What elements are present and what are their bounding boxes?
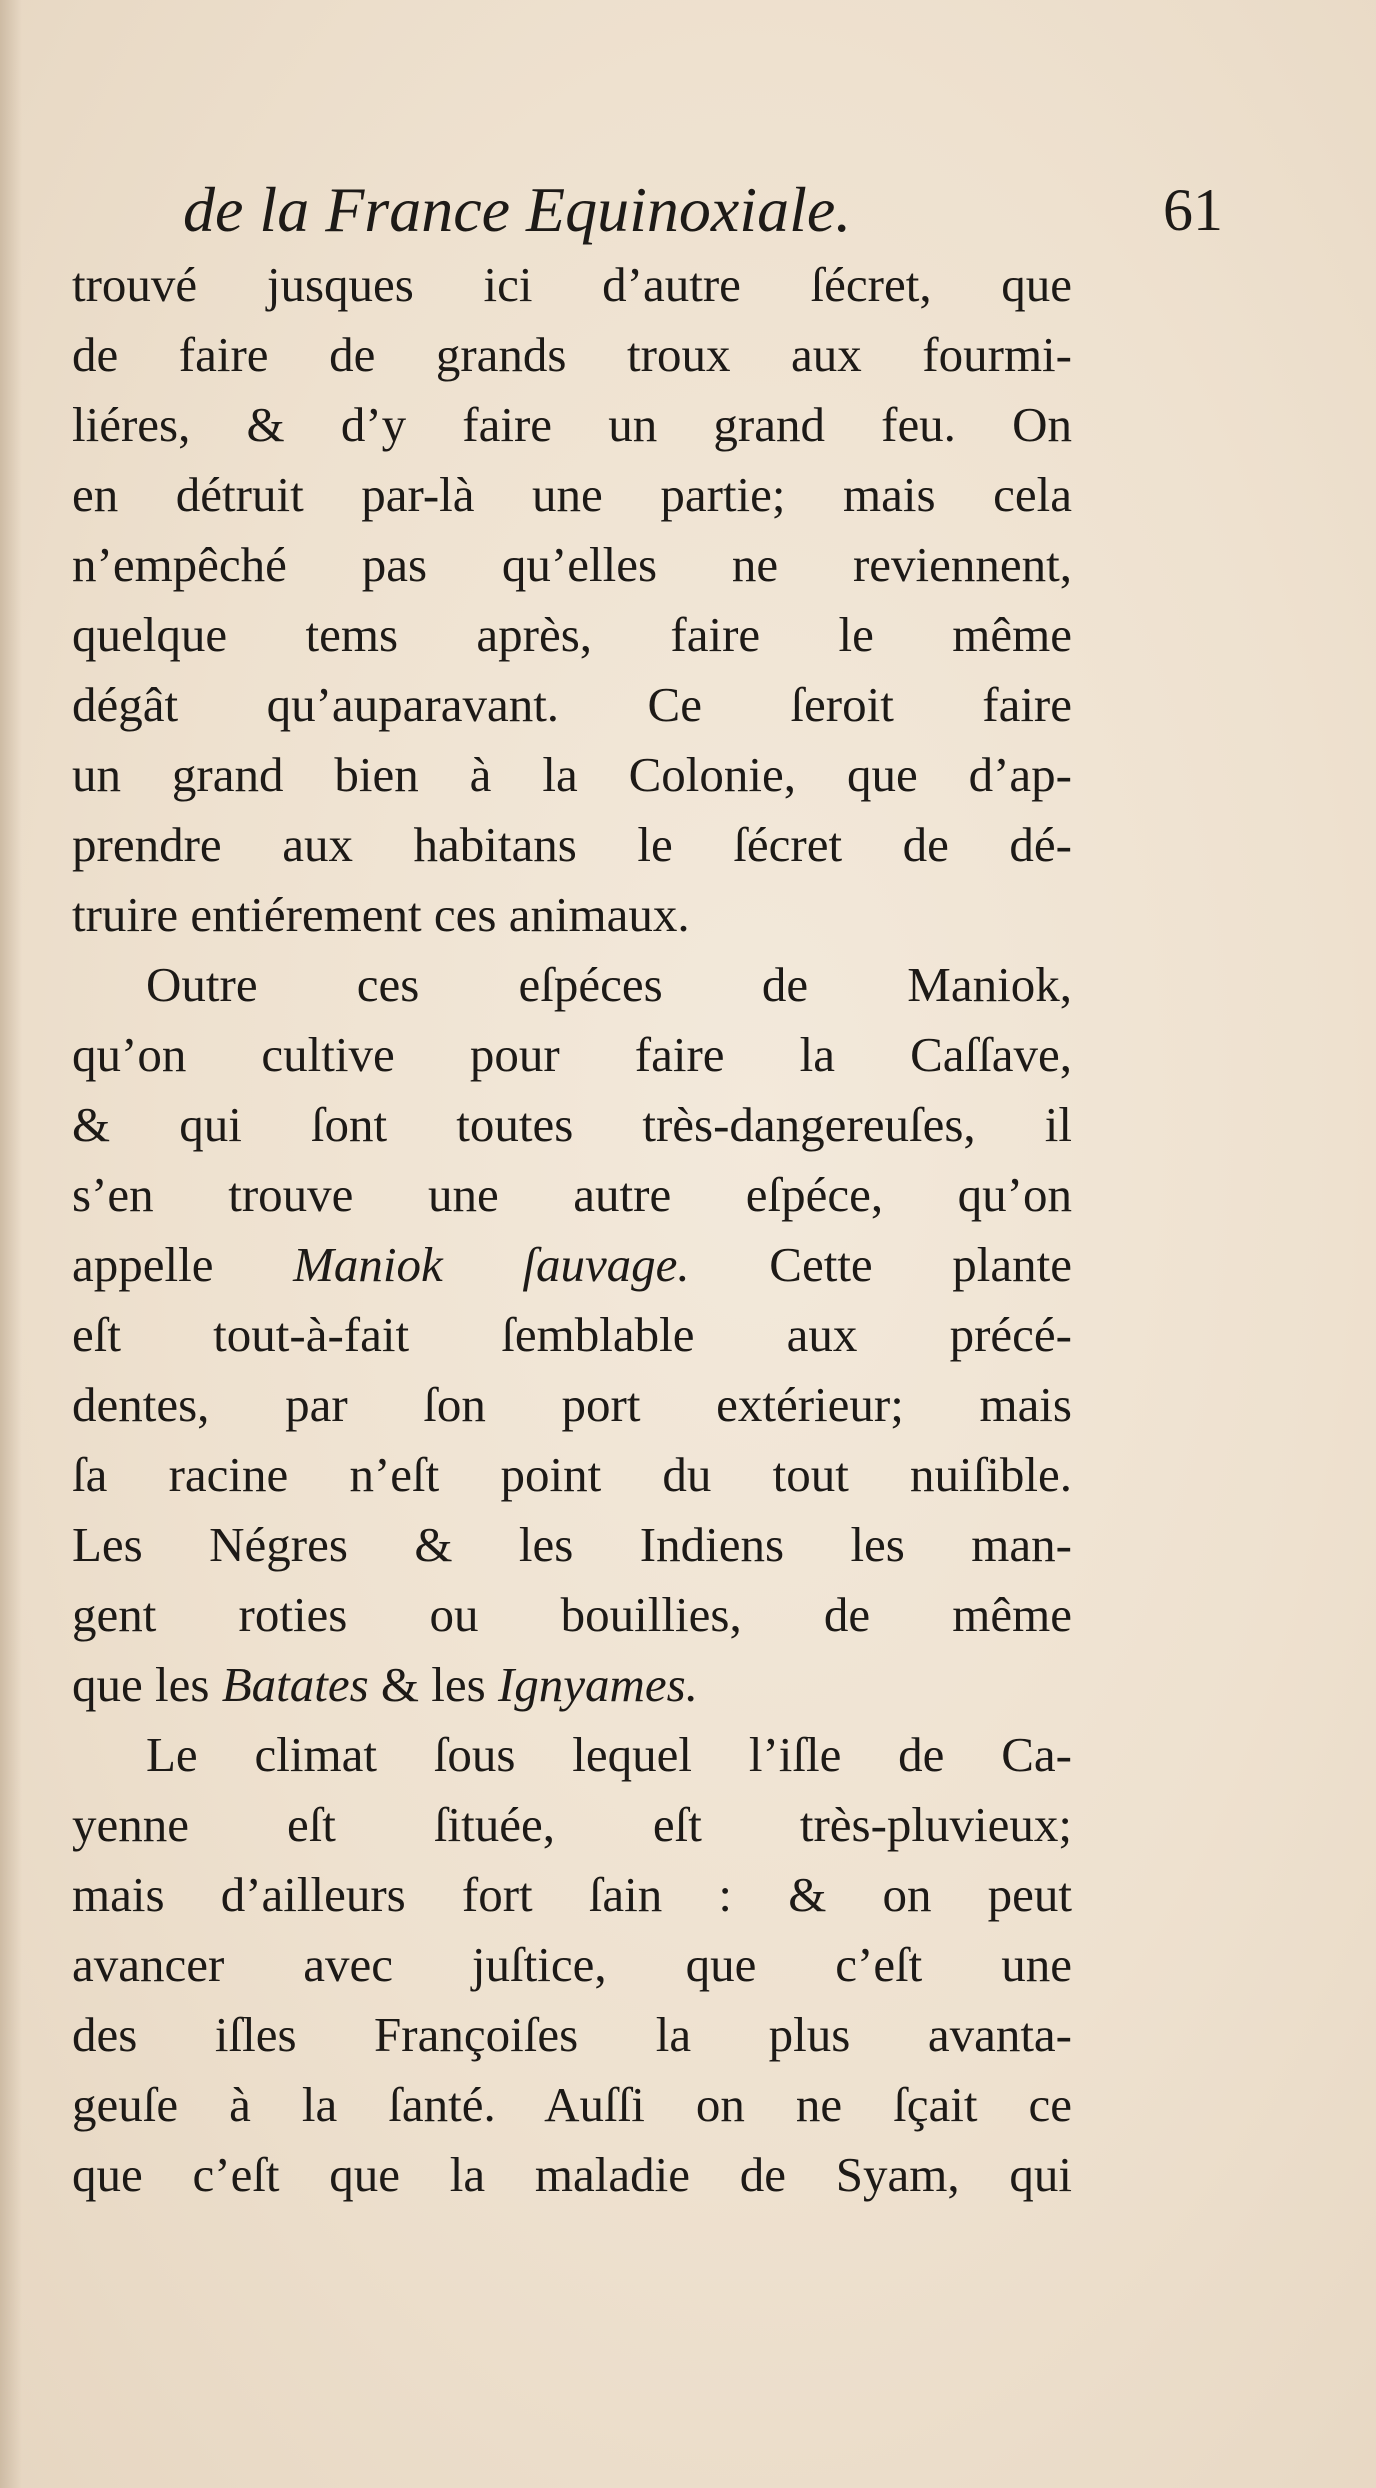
text-run: appelle (72, 1237, 294, 1292)
text-line: qu’on cultive pour faire la Caſſave, (72, 1027, 1072, 1082)
text-line: eſt tout-à-fait ſemblable aux précé- (72, 1307, 1072, 1362)
text-line: des iſles Françoiſes la plus avanta- (72, 2007, 1072, 2062)
gutter-shadow (0, 0, 22, 2488)
text-line: avancer avec juſtice, que c’eſt une (72, 1937, 1072, 1992)
text-line: n’empêché pas qu’elles ne reviennent, (72, 537, 1072, 592)
text-line: mais d’ailleurs fort ſain : & on peut (72, 1867, 1072, 1922)
text-line: en détruit par-là une partie; mais cela (72, 467, 1072, 522)
text-line: de faire de grands troux aux fourmi- (72, 327, 1072, 382)
text-line: que c’eſt que la maladie de Syam, qui (72, 2147, 1072, 2202)
italic-term-batates: Batates (221, 1657, 369, 1712)
text-line: trouvé jusques ici d’autre ſécret, que (72, 257, 1072, 312)
body-text (72, 250, 1072, 2210)
text-run: & les (368, 1657, 498, 1712)
text-line: Les Négres & les Indiens les man- (72, 1517, 1072, 1572)
text-line: prendre aux habitans le ſécret de dé- (72, 817, 1072, 872)
text-line: yenne eſt ſituée, eſt très-pluvieux; (72, 1797, 1072, 1852)
running-title: de la France Equinoxiale. (183, 174, 852, 245)
paragraph-start-line: Outre ces eſpéces de Maniok, (146, 957, 1072, 1012)
text-run: que les (72, 1657, 222, 1712)
text-line: ſa racine n’eſt point du tout nuiſible. (72, 1447, 1072, 1502)
text-line: dentes, par ſon port extérieur; mais (72, 1377, 1072, 1432)
text-line: s’en trouve une autre eſpéce, qu’on (72, 1167, 1072, 1222)
page-header (183, 170, 1223, 250)
text-line-with-italic (72, 1650, 1072, 1720)
text-line: & qui ſont toutes très-dangereuſes, il (72, 1097, 1072, 1152)
text-line: un grand bien à la Colonie, que d’ap- (72, 747, 1072, 802)
text-line: dégât qu’auparavant. Ce ſeroit faire (72, 677, 1072, 732)
text-line: quelque tems après, faire le même (72, 607, 1072, 662)
italic-term-maniok-sauvage: Maniok ſauvage. (293, 1237, 690, 1292)
page-number: 61 (1163, 177, 1223, 243)
text-run: Cette plante (689, 1237, 1072, 1292)
paragraph-start-line: Le climat ſous lequel l’iſle de Ca- (146, 1727, 1072, 1782)
text-line: liéres, & d’y faire un grand feu. On (72, 397, 1072, 452)
text-line: truire entiérement ces animaux. (72, 887, 690, 942)
italic-term-ignyames: Ignyames. (497, 1657, 698, 1712)
text-line: gent roties ou bouillies, de même (72, 1587, 1072, 1642)
text-line-with-italic (72, 1230, 1072, 1300)
text-line: geuſe à la ſanté. Auſſi on ne ſçait ce (72, 2077, 1072, 2132)
